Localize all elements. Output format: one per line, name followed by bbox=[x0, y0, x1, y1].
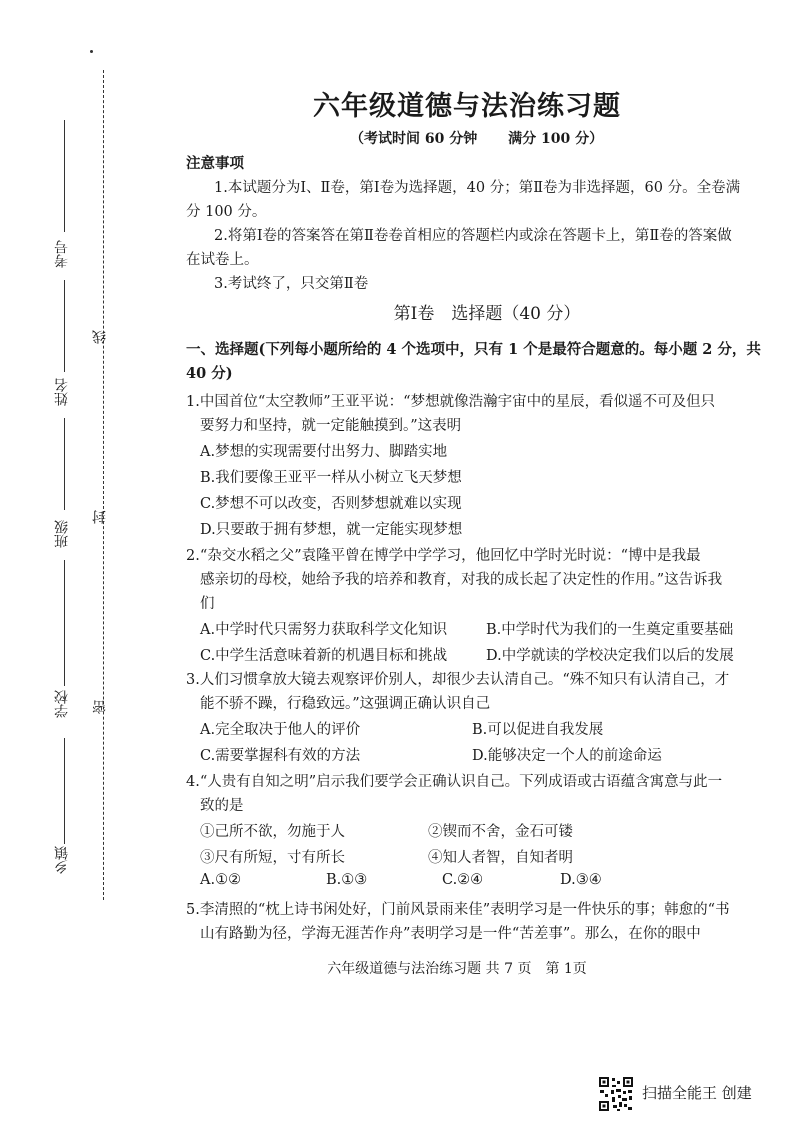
q1-option-c: C.梦想不可以改变，否则梦想就难以实现 bbox=[200, 496, 462, 512]
school-line bbox=[64, 560, 65, 686]
q5-stem-line2: 山有路勤为径，学海无涯苦作舟”表明学习是一件“苦差事”。那么，在你的眼中 bbox=[200, 926, 701, 942]
q2-stem-line1: 2.“杂交水稻之父”袁隆平曾在博学中学学习，他回忆中学时光时说：“博中是我最 bbox=[186, 548, 701, 564]
page-title: 六年级道德与法治练习题 bbox=[313, 91, 621, 122]
q4-statement-1: ①己所不欲，勿施于人 bbox=[200, 824, 345, 840]
q1-option-a: A.梦想的实现需要付出努力、脚踏实地 bbox=[200, 444, 448, 460]
q1-option-d: D.只要敢于拥有梦想，就一定能实现梦想 bbox=[200, 522, 463, 538]
q4-statement-4: ④知人者智，自知者明 bbox=[428, 850, 573, 866]
q4-stem-line2: 致的是 bbox=[200, 798, 244, 814]
exam-no-line bbox=[64, 120, 65, 232]
exam-no-label: 考号 bbox=[54, 240, 70, 268]
q1-option-b: B.我们要像王亚平一样从小树立飞天梦想 bbox=[200, 470, 462, 486]
section-title: 第Ⅰ卷 选择题（40 分） bbox=[393, 304, 581, 324]
q1-stem-line1: 1.中国首位“太空教师”王亚平说：“梦想就像浩瀚宇宙中的星辰，看似遥不可及但只 bbox=[186, 394, 716, 410]
notes-heading: 注意事项 bbox=[186, 155, 244, 172]
name-label: 姓名 bbox=[54, 378, 70, 406]
q2-stem-line2: 感亲切的母校，她给予我的培养和教育，对我的成长起了决定性的作用。”这告诉我 bbox=[200, 572, 723, 588]
q4-statement-3: ③尺有所短，寸有所长 bbox=[200, 850, 345, 866]
q2-option-c: C.中学生活意味着新的机遇目标和挑战 bbox=[200, 648, 448, 664]
q3-option-b: B.可以促进自我发展 bbox=[472, 722, 604, 738]
page-footer: 六年级道德与法治练习题 共 7 页 第 1页 bbox=[327, 961, 587, 977]
note-item-2: 2.将第Ⅰ卷的答案答在第Ⅱ卷卷首相应的答题栏内或涂在答题卡上，第Ⅱ卷的答案做在试卷上。 bbox=[186, 228, 732, 268]
q4-option-a: A.①② bbox=[200, 872, 242, 888]
q4-stem-line1: 4.“人贵有自知之明”启示我们要学会正确认识自己。下列成语或古语蕴含寓意与此一 bbox=[186, 774, 723, 790]
margin-dot bbox=[90, 50, 93, 53]
seal-char-secret: 密 bbox=[92, 700, 108, 714]
q3-stem-line2: 能不骄不躁，行稳致远。”这强调正确认识自己 bbox=[200, 696, 491, 712]
exam-time: （考试时间 60 分钟 bbox=[350, 131, 478, 147]
class-line bbox=[64, 418, 65, 510]
part1-instruction-line2: 40 分) bbox=[186, 365, 233, 382]
name-line bbox=[64, 280, 65, 372]
q2-option-b: B.中学时代为我们的一生奠定重要基础 bbox=[486, 622, 734, 638]
q4-option-c: C.②④ bbox=[442, 872, 484, 888]
township-label: 乡镇 bbox=[54, 846, 70, 874]
scanner-watermark: 扫描全能王 创建 bbox=[642, 1084, 752, 1102]
q2-stem-line3: 们 bbox=[200, 596, 215, 612]
q3-option-d: D.能够决定一个人的前途命运 bbox=[472, 748, 662, 764]
q4-statement-2: ②锲而不舍，金石可镂 bbox=[428, 824, 573, 840]
part1-instruction-line1: 一、选择题(下列每小题所给的 4 个选项中，只有 1 个是最符合题意的。每小题 2 分，共 bbox=[186, 341, 761, 358]
q4-option-d: D.③④ bbox=[560, 872, 602, 888]
q4-option-b: B.①③ bbox=[326, 872, 368, 888]
exam-score: 满分 100 分） bbox=[508, 131, 604, 147]
binding-dashed-line bbox=[103, 70, 104, 900]
qr-code-icon bbox=[598, 1076, 634, 1112]
exam-info bbox=[350, 128, 629, 148]
seal-char-line: 线 bbox=[92, 330, 108, 344]
class-label: 班级 bbox=[54, 520, 70, 548]
note-item-3: 3.考试终了，只交第Ⅱ卷 bbox=[214, 276, 369, 292]
note-item-1: 1.本试题分为Ⅰ、Ⅱ卷，第Ⅰ卷为选择题，40 分；第Ⅱ卷为非选择题，60 分。全卷满分 100 分。 bbox=[186, 180, 741, 220]
q3-stem-line1: 3.人们习惯拿放大镜去观察评价别人，却很少去认清自己。“殊不知只有认清自己，才 bbox=[186, 672, 730, 688]
township-line bbox=[64, 738, 65, 844]
q5-stem-line1: 5.李清照的“枕上诗书闲处好，门前风景雨来佳”表明学习是一件快乐的事；韩愈的“书 bbox=[186, 902, 730, 918]
q2-option-a: A.中学时代只需努力获取科学文化知识 bbox=[200, 622, 448, 638]
q2-option-d: D.中学就读的学校决定我们以后的发展 bbox=[486, 648, 734, 664]
q3-option-a: A.完全取决于他人的评价 bbox=[200, 722, 361, 738]
seal-char-seal: 封 bbox=[92, 510, 108, 524]
school-label: 学校 bbox=[54, 690, 70, 718]
q1-stem-line2: 要努力和坚持，就一定能触摸到。”这表明 bbox=[200, 418, 462, 434]
q3-option-c: C.需要掌握科有效的方法 bbox=[200, 748, 361, 764]
